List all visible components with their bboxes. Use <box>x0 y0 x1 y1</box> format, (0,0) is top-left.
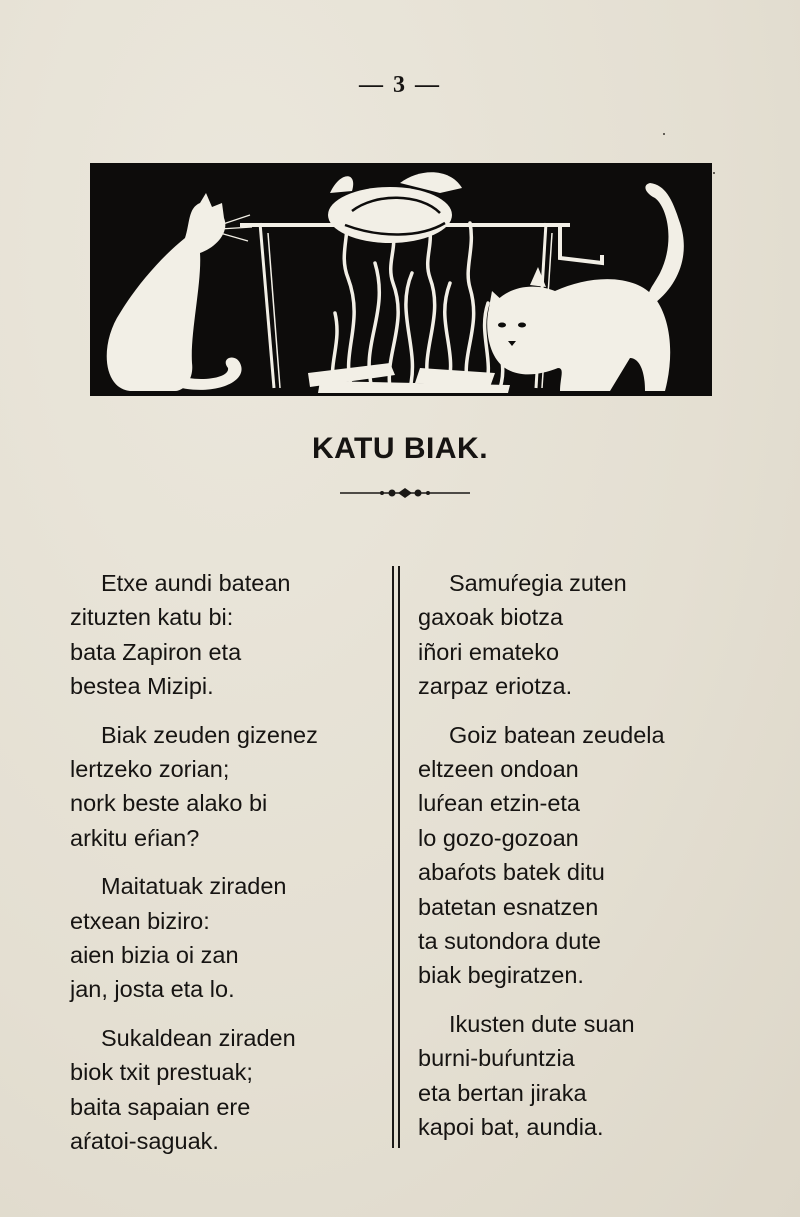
verse-line: Maitatuak ziraden <box>101 873 287 900</box>
verse-line: Ikusten dute suan <box>449 1010 635 1037</box>
stanza <box>70 869 370 1007</box>
verse-line: ta sutondora dute <box>418 928 601 955</box>
verse-line: luŕean etzin-eta <box>418 790 580 817</box>
two-cats-by-fire-with-roasting-spit-illustration <box>90 163 712 396</box>
stanza <box>418 718 718 993</box>
verse-line: Goiz batean zeudela <box>449 721 665 748</box>
verse-line: arkitu eŕian? <box>70 824 200 851</box>
verse-line: aŕatoi-saguak. <box>70 1128 219 1155</box>
verse-line: Samuŕegia zuten <box>449 570 627 596</box>
column-divider <box>392 566 400 1148</box>
right-column <box>418 566 718 1159</box>
verse-line: lo gozo-gozoan <box>418 824 579 851</box>
verse-line: zituzten katu bi: <box>70 604 234 631</box>
verse-line: etxean biziro: <box>70 907 210 934</box>
stanza <box>70 718 370 856</box>
verse-line: zarpaz eriotza. <box>418 673 573 700</box>
verse-line: aien bizia oi zan <box>70 942 239 969</box>
stanza <box>70 1021 370 1159</box>
stanza <box>70 566 370 704</box>
verse-line: biak begiratzen. <box>418 962 584 989</box>
verse-line: jan, josta eta lo. <box>70 976 235 1003</box>
stanza <box>418 1007 718 1145</box>
verse-line: eltzeen ondoan <box>418 756 579 783</box>
verse-line: batetan esnatzen <box>418 893 599 920</box>
verse-line: abaŕots batek ditu <box>418 859 605 886</box>
verse-line: biok txit prestuak; <box>70 1059 253 1086</box>
verse-line: eta bertan jiraka <box>418 1079 587 1106</box>
paper-speck <box>713 172 715 174</box>
cats-fire-illustration <box>90 163 712 396</box>
verse-line: burni-buŕuntzia <box>418 1045 575 1072</box>
verse-line: nork beste alako bi <box>70 790 268 817</box>
stanza <box>418 566 718 704</box>
left-column <box>70 566 370 1173</box>
verse-line: Etxe aundi batean <box>101 570 291 596</box>
poem-title: KATU BIAK. <box>311 432 489 465</box>
verse-line: kapoi bat, aundia. <box>418 1114 604 1141</box>
verse-line: lertzeko zorian; <box>70 756 230 783</box>
divider-ornament-icon <box>340 484 470 502</box>
verse-line: Biak zeuden gizenez <box>101 721 318 748</box>
paper-speck <box>663 133 665 135</box>
verse-line: Sukaldean ziraden <box>101 1024 296 1051</box>
verse-line: iñori emateko <box>418 638 560 665</box>
verse-line: bata Zapiron eta <box>70 638 242 665</box>
verse-line: baita sapaian ere <box>70 1093 251 1120</box>
verse-line: gaxoak biotza <box>418 604 564 631</box>
page-number: — 3 — <box>359 72 441 98</box>
verse-line: bestea Mizipi. <box>70 673 214 700</box>
